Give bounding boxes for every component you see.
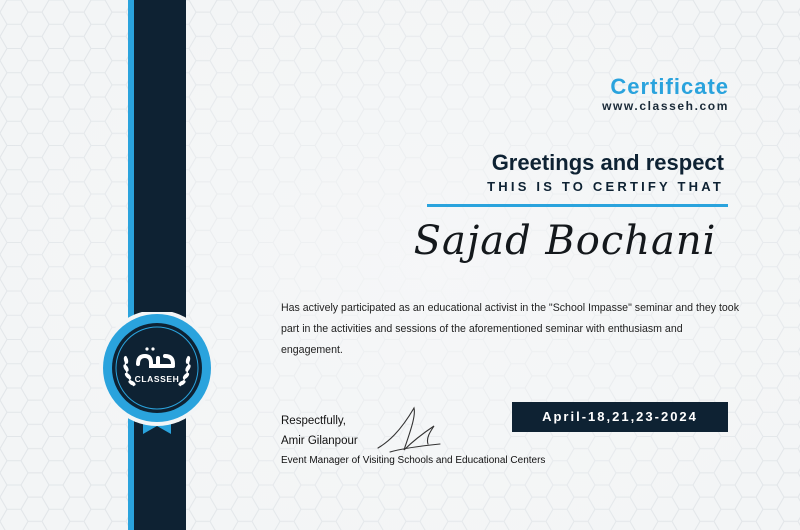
handwritten-signature bbox=[370, 402, 445, 462]
signer-role: Event Manager of Visiting Schools and Educational Centers bbox=[281, 455, 546, 466]
signer-name: Amir Gilanpour bbox=[281, 435, 358, 447]
participation-description: Has actively participated as an educational activist in the "School Impasse" seminar and they took part in the activities and sessions of the aforementioned seminar with enthusiasm and engagement. bbox=[281, 302, 739, 356]
event-date-badge: April-18,21,23-2024 bbox=[512, 402, 728, 432]
classeh-seal-badge bbox=[96, 312, 218, 436]
ribbon-band bbox=[134, 0, 186, 530]
website-url: www.classeh.com bbox=[602, 99, 729, 113]
certificate-title: Certificate bbox=[610, 74, 729, 99]
greeting-heading: Greetings and respect bbox=[491, 150, 724, 175]
heading-divider bbox=[427, 204, 728, 207]
recipient-name: Sajad Bochani bbox=[413, 218, 717, 264]
badge-logo-text: CLASSEH bbox=[134, 374, 180, 384]
closing-text: Respectfully, bbox=[281, 415, 346, 427]
certify-subheading: THIS IS TO CERTIFY THAT bbox=[487, 179, 724, 194]
